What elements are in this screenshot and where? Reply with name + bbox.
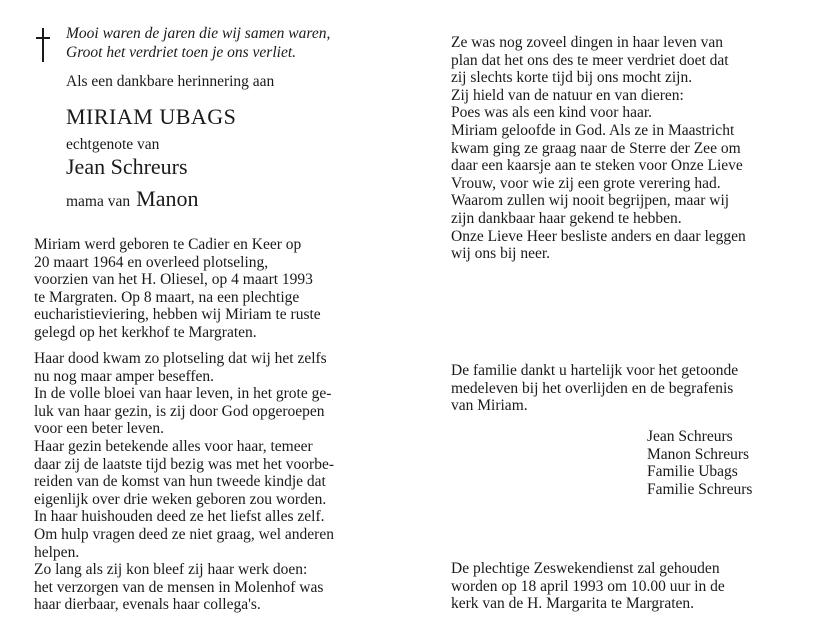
signatory: Jean Schreurs [647,428,733,445]
text-line: kerk van de H. Margarita te Margraten. [451,595,695,613]
text-line: nu nog maar amper beseffen. [34,367,215,385]
text-line: wij ons bij neer. [451,245,551,263]
text-line: voorzien van het H. Oliesel, op 4 maart 1993 [34,271,313,289]
text-line: eucharistieviering, hebben wij Miriam te ruste [34,306,321,324]
text-line: Poes was als een kind voor haar. [451,104,653,122]
signatory: Familie Ubags [647,463,738,481]
mother-label: mama van [66,193,131,210]
text-line: Onze Lieve Heer besliste anders en daar leggen [451,227,746,245]
child-name: Manon [136,186,199,211]
spouse-label: echtgenote van [66,136,160,153]
spouse-name: Jean Schreurs [66,154,188,179]
text-line: Vrouw, voor wie zij een grote verering had. [451,174,721,192]
signatory: Familie Schreurs [647,480,753,498]
memory-paragraph [34,350,334,614]
text-line: zijn dankbaar haar gekend te hebben. [451,209,682,227]
text-line: 20 maart 1964 en overleed plotseling, [34,253,269,271]
text-line: het verzorgen van de mensen in Molenhof was [34,578,324,596]
text-line: voor een beter leven. [34,420,164,438]
text-line: Ze was nog zoveel dingen in haar leven van [451,34,724,51]
text-line: plan dat het ons des te meer verdriet doet dat [451,51,729,69]
text-line: daar zij de laatste tijd bezig was met het voorbe- [34,455,334,473]
text-line: Zij hield van de natuur en van dieren: [451,86,684,104]
text-line: Miriam werd geboren te Cadier en Keer op [34,236,302,253]
text-line: luk van haar gezin, is zij door God opgeroepen [34,402,325,420]
service-paragraph [451,560,725,613]
text-line: Zo lang als zij kon bleef zij haar werk doen: [34,561,308,579]
text-line: kwam ging ze graag naar de Sterre der Zee om [451,139,741,157]
text-line: gelegd op het kerkhof te Margraten. [34,323,257,341]
text-line: worden op 18 april 1993 om 10.00 uur in de [451,577,725,595]
signatory: Manon Schreurs [647,445,750,463]
text-line: medeleven bij het overlijden en de begrafenis [451,379,734,397]
text-line: daar een kaarsje aan te steken voor Onze Lieve [451,157,743,175]
text-line: De plechtige Zeswekendienst zal gehouden [451,560,720,577]
text-line: helpen. [34,543,80,561]
cross-icon [36,28,50,62]
mother-row [66,186,198,212]
text-line: van Miriam. [451,397,528,415]
text-line: zij slechts korte tijd bij ons mocht zijn. [451,69,693,87]
text-line: Miriam geloofde in God. Als ze in Maastricht [451,121,735,139]
signatories [647,428,752,498]
text-line: haar dierbaar, evenals haar collega's. [34,596,261,614]
motto [66,24,330,62]
text-line: De familie dankt u hartelijk voor het getoonde [451,362,739,379]
intro-text: Als een dankbare herinnering aan [66,73,275,90]
motto-line: Mooi waren de jaren die wij samen waren, [66,25,331,42]
text-line: In haar huishouden deed ze het liefst alles zelf. [34,508,325,526]
text-line: te Margraten. Op 8 maart, na een plechtige [34,288,300,306]
text-line: Haar gezin betekende alles voor haar, temeer [34,437,313,455]
text-line: In de volle bloei van haar leven, in het grote ge- [34,385,332,403]
life-paragraph [451,34,746,263]
deceased-name: MIRIAM UBAGS [66,104,237,129]
motto-line: Groot het verdriet toen je ons verliet. [66,44,297,61]
text-line: eigenlijk over drie weken geboren zou worden. [34,490,327,508]
bio-paragraph [34,236,321,342]
text-line: Waarom zullen wij nooit begrijpen, maar wij [451,192,730,210]
text-line: Haar dood kwam zo plotseling dat wij het zelfs [34,350,327,367]
thanks-paragraph [451,362,738,415]
text-line: Om hulp vragen deed ze niet graag, wel anderen [34,525,334,543]
text-line: reiden van de komst van hun tweede kindje dat [34,473,326,491]
